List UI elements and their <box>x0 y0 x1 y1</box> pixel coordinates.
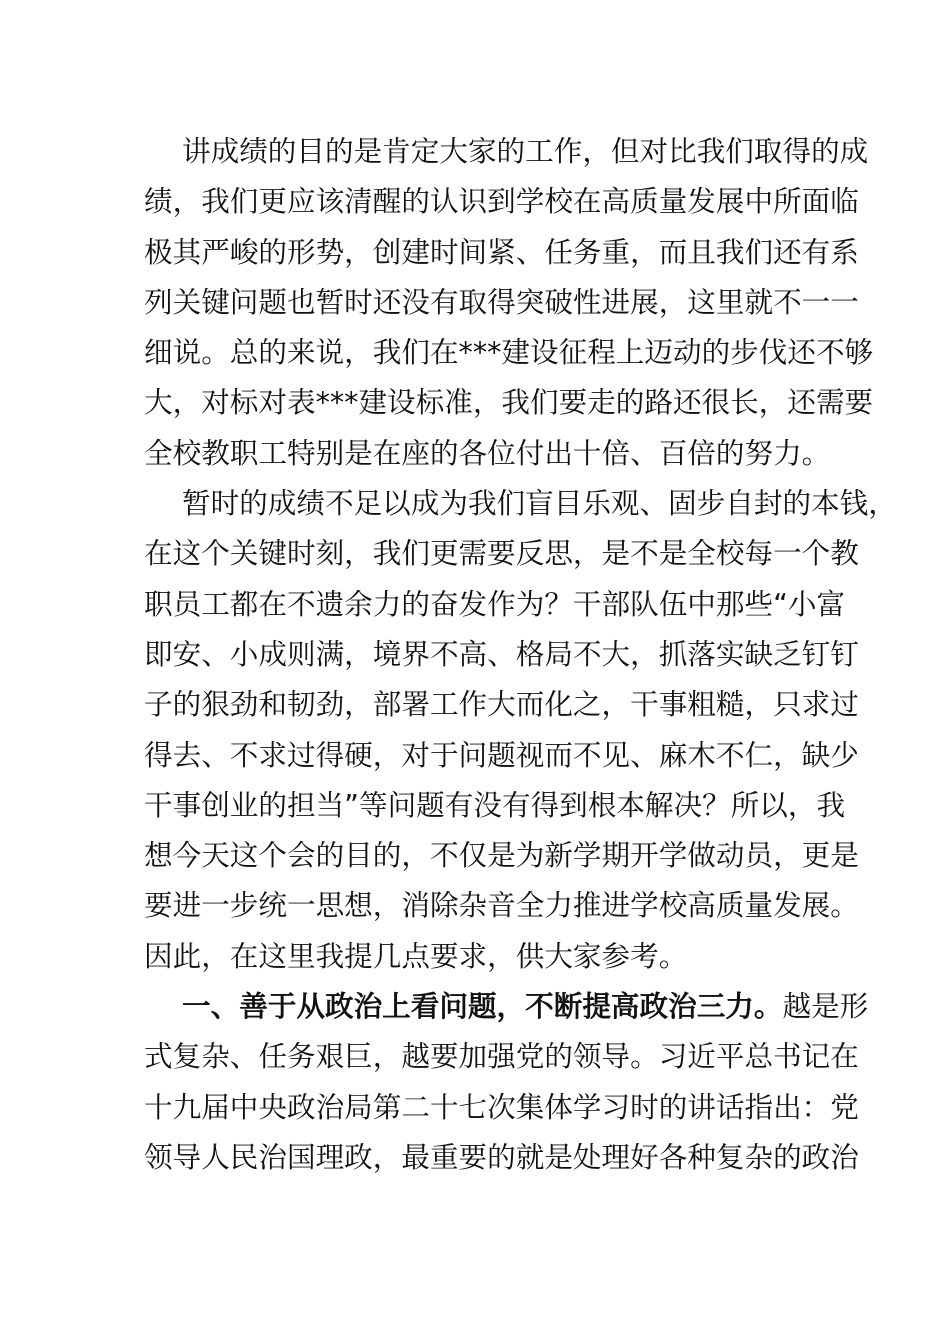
paragraph-line: 全校教职工特别是在座的各位付出十倍、百倍的努力。 <box>144 435 831 470</box>
paragraph-1 <box>144 126 874 478</box>
paragraph-line: 极其严峻的形势，创建时间紧、任务重，而且我们还有系 <box>144 234 859 269</box>
paragraph-line: 式复杂、任务艰巨，越要加强党的领导。习近平总书记在 <box>144 1039 859 1074</box>
paragraph-line: 即安、小成则满，境界不高、格局不大，抓落实缺乏钉钉 <box>144 636 859 671</box>
paragraph-line: 在这个关键时刻，我们更需要反思，是不是全校每一个教 <box>144 536 859 571</box>
document-body <box>144 126 897 1182</box>
paragraph-line: 干事创业的担当”等问题有没有得到根本解决？所以，我 <box>144 787 846 822</box>
paragraph-line: 绩，我们更应该清醒的认识到学校在高质量发展中所面临 <box>144 184 859 219</box>
paragraph-line: 大，对标对表***建设标准，我们要走的路还很长，还需要 <box>144 385 874 420</box>
paragraph-line: 因此，在这里我提几点要求，供大家参考。 <box>144 938 688 973</box>
paragraph-line: 想今天这个会的目的，不仅是为新学期开学做动员，更是 <box>144 838 859 873</box>
paragraph-line: 子的狠劲和韧劲，部署工作大而化之，干事粗糙，只求过 <box>144 687 859 722</box>
paragraph-line: 讲成绩的目的是肯定大家的工作，但对比我们取得的成 <box>182 134 869 168</box>
paragraph-line: 暂时的成绩不足以成为我们盲目乐观、固步自封的本钱， <box>182 486 897 521</box>
section-heading: 一、善于从政治上看问题，不断提高政治三力。 <box>182 989 783 1024</box>
paragraph-3 <box>144 981 869 1182</box>
paragraph-2 <box>144 478 897 981</box>
paragraph-line: 要进一步统一思想，消除杂音全力推进学校高质量发展。 <box>144 888 859 923</box>
paragraph-line: 得去、不求过得硬，对于问题视而不见、麻木不仁，缺少 <box>144 737 859 772</box>
paragraph-line: 领导人民治国理政，最重要的就是处理好各种复杂的政治 <box>144 1139 859 1174</box>
paragraph-line: 职员工都在不遗余力的奋发作为？干部队伍中那些“小富 <box>144 586 846 621</box>
section-heading-continuation: 越是形 <box>782 989 869 1024</box>
paragraph-line: 细说。总的来说，我们在***建设征程上迈动的步伐还不够 <box>144 335 874 370</box>
paragraph-line: 十九届中央政治局第二十七次集体学习时的讲话指出：党 <box>144 1089 859 1124</box>
section-heading-line <box>144 981 869 1031</box>
paragraph-line: 列关键问题也暂时还没有取得突破性进展，这里就不一一 <box>144 284 859 319</box>
